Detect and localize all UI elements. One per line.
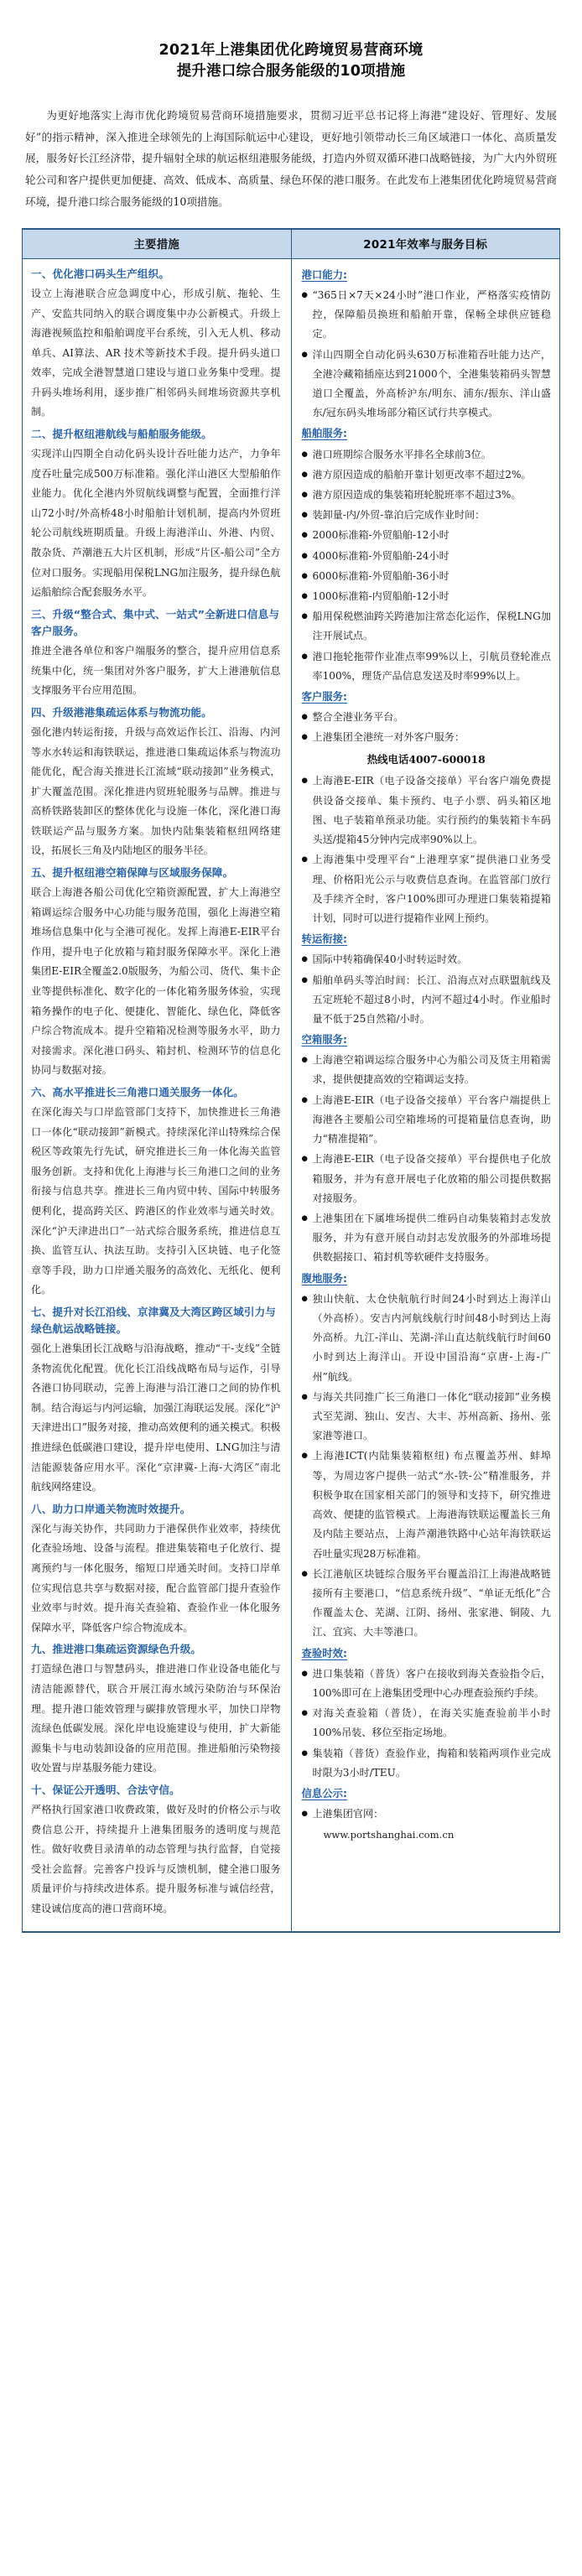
list-item: ● 长江港航区块链综合服务平台覆盖沿江上海港战略链接所有主要港口，“信息系统升级”、“单证无纸化”合作覆盖太仓、芜湖、江阴、扬州、张家港、铜陵、九江、宜宾、大丰等港口。 xyxy=(302,1565,552,1643)
list-item: ● 港口班期综合服务水平排名全球前3位。 xyxy=(302,445,552,465)
target-list xyxy=(302,708,552,747)
measure-item xyxy=(31,865,281,1081)
list-item: ● 上海港E-EIR（电子设备交接单）平台客户端免费提供设备交接单、集卡预约、电子小票、码头箱区地图、电子装箱单预录功能。实行预约的集装箱卡车码头送/提箱45分钟内完成率90%以上。 xyxy=(302,771,552,849)
target-list xyxy=(302,950,552,1029)
list-item: ● 港方原因造成的船舶开靠计划更改率不超过2%。 xyxy=(302,465,552,485)
list-item: ● 上海港E-EIR（电子设备交接单）平台提供电子化放箱服务，并为有意开展电子化放箱的船公司提供数据对接服务。 xyxy=(302,1150,552,1208)
measure-body: 深化与海关协作，共同助力于港保供作业效率，持续优化查验场地、设备与流程。推进集装箱电子化放行、提离预约与一体化服务，缩短口岸通关时间。支持口岸单位实现信息共享与数据对接，配合监管部门提升查验作业效率与时效。提升海关查验箱、查验作业一体化服务保障水平，降低客户综合物流成本。 xyxy=(31,1522,281,1633)
list-subitem: ● 6000标准箱-外贸船舶-36小时 xyxy=(302,567,552,586)
target-group xyxy=(302,1644,552,1783)
measure-item xyxy=(31,1304,281,1498)
list-item: ● 洋山四期全自动化码头630万标准箱吞吐能力达产，全港冷藏箱插座达到21000个，全港集装箱码头智慧道口全覆盖，外高桥沪东/明东、浦东/振东、洋山盛东/冠东码头堆场部分箱区试行共享模式。 xyxy=(302,345,552,423)
measures-cell xyxy=(23,258,292,1931)
measure-heading: 八、助力口岸通关物流时效提升。 xyxy=(31,1502,191,1515)
measure-heading: 十、保证公开透明、合法守信。 xyxy=(31,1783,180,1796)
measure-item xyxy=(31,1501,281,1639)
page-title xyxy=(22,40,560,83)
list-item: ● 进口集装箱（普货）客户在接收到海关查验指令后，100%即可在上港集团受理中心办理查验预约手续。 xyxy=(302,1665,552,1703)
target-group-heading: 查验时效: xyxy=(301,1646,348,1659)
target-group-heading: 腹地服务: xyxy=(301,1271,348,1285)
list-subitem: ● 4000标准箱-外贸船舶-24小时 xyxy=(302,547,552,566)
list-item: ● 与海关共同推广长三角港口一体化“联动接卸”业务模式至芜湖、独山、安吉、大丰、苏州高新、扬州、张家港等港口。 xyxy=(302,1388,552,1446)
list-item: ● 上海港E-EIR（电子设备交接单）平台客户端提供上海港各主要船公司空箱堆场的可提箱量信息查询，助力“精准提箱”。 xyxy=(302,1091,552,1150)
measure-body: 在深化海关与口岸监管部门支持下，加快推进长三角港口一体化“联动接卸”新模式。持续深化洋山特殊综合保税区等政策先行先试，研究推进长三角一体化海关监管服务创新。支持和优化上海港与长三角港口之间的业务衔接与信息共享。推进长三角内贸中转、国际中转服务便利化，提高跨关区、跨港区的作业效率与通关时效。深化“沪天津进出口”一站式综合服务系统，推进信息互换、监管互认、执法互助。支持引入区块链、电子化签章等手段，助力口岸通关服务的高效化、无纸化、便利化。 xyxy=(31,1106,281,1296)
target-group xyxy=(302,424,552,686)
target-group-heading: 船舶服务: xyxy=(301,427,348,440)
target-group xyxy=(302,266,552,423)
list-subitem: ● 2000标准箱-外贸船舶-12小时 xyxy=(302,526,552,545)
target-list xyxy=(302,1665,552,1783)
measure-body: 打造绿色港口与智慧码头，推进港口作业设备电能化与清洁能源替代，联合开展江海水域污染防治与环保治理。提升港口能效管理与碳排放管理水平，加快口岸物流绿色低碳发展。深化岸电设施建设与使用，扩大新能源集卡与电动装卸设备的应用范围。推进船舶污染物接收处置与岸基服务能力建设。 xyxy=(31,1663,281,1774)
list-item: ● 上海港ICT(内陆集装箱枢纽) 布点覆盖苏州、蚌埠等，为周边客户提供一站式“水-铁-公”精准服务，并积极争取在国家相关部门的领导和支持下，研究推进高效、便捷的监管模式。上海港海铁联运覆盖长三角及内陆主要站点，上海芦潮港铁路中心站年海铁联运吞吐量实现28万标准箱。 xyxy=(302,1446,552,1563)
table-body-row xyxy=(23,258,560,1931)
measure-body: 强化港内转运衔接，升级与高效运作长江、沿海、内河等水水转运和海铁联运，推进港口集疏运体系与物流功能优化，配合海关推进长江流域“联动接卸”业务模式，扩大覆盖范围。深化推进内贸班轮服务与品牌。推进与高桥铁路装卸区的整体优化与设施一体化，深化港口海铁联运产品与服务方案。加快内陆集装箱枢纽网络建设，拓展长三角及内陆地区的服务半径。 xyxy=(31,725,281,857)
list-item: ● 装卸量-内/外贸-靠泊后完成作业时间： xyxy=(302,506,552,525)
list-item: ● 对海关查验箱（普货），在海关实施查验前半小时100%吊装、移位至指定场地。 xyxy=(302,1704,552,1742)
column-header-targets: 2021年效率与服务目标 xyxy=(291,229,560,259)
list-item: ● 船舶单码头等泊时间：长江、沿海点对点联盟航线及五定班轮不超过8小时，内河不超过4小时。作业船时量不低于25自然箱/小时。 xyxy=(302,971,552,1030)
list-item: ● 船用保税燃油跨关跨港加注常态化运作，保税LNG加注开展试点。 xyxy=(302,607,552,646)
list-item: ● 上港集团官网： xyxy=(302,1805,552,1824)
measure-heading: 二、提升枢纽港航线与船舶服务能级。 xyxy=(31,428,212,440)
measures-table xyxy=(22,228,560,1933)
targets-cell xyxy=(291,258,560,1931)
target-group-heading: 空箱服务: xyxy=(301,1033,348,1046)
target-list xyxy=(302,1805,552,1824)
title-line-1: 2021年上港集团优化跨境贸易营商环境 xyxy=(158,42,424,59)
measure-body: 联合上海港各船公司优化空箱资源配置，扩大上海港空箱调运综合服务中心功能与服务范围，强化上海港空箱堆场信息集中化与全港可视化。发挥上海港E-EIR平台作用，提升电子化放箱与箱封服务保障水平。深化上港集团E-EIR全覆盖2.0版服务，为船公司、货代、集卡企业等提供标准化、数字化的一体化箱务服务体验，实现箱务操作的电子化、便捷化、智能化、绿色化，降低客户综合物流成本。提升空箱箱况检测等服务水平，助力对接需求。深化港口码头、箱封机、检测环节的信息化协同与数据对接。 xyxy=(31,886,281,1077)
measure-body: 强化上港集团长江战略与沿海战略，推动“干-支线”全链条物流优化配置。优化长江沿线战略布局与运作，引导各港口协同联动，完善上海港与沿江港口之间的协作机制。结合海运与内河运输，加强江海联运发展。深化“沪天津进出口”服务对接，推动高效便利的通关模式。积极推进绿色低碳港口建设，提升岸电使用、LNG加注与清洁能源装备应用水平。深化“京津冀-上海-大湾区”南北航线网络建设。 xyxy=(31,1343,281,1493)
measure-item xyxy=(31,1782,281,1919)
target-group xyxy=(302,1031,552,1267)
table-header-row xyxy=(23,229,560,259)
list-item: ● 上港集团在下属堆场提供二维码自动集装箱封志发放服务，并为有意开展自动封志发放服务的外部堆场提供数据接口、箱封机等软硬件支持服务。 xyxy=(302,1209,552,1268)
measure-heading: 六、高水平推进长三角港口通关服务一体化。 xyxy=(31,1085,244,1098)
target-group xyxy=(302,1270,552,1643)
list-item: ● 整合全港业务平台。 xyxy=(302,708,552,727)
list-item: ● 集装箱（普货）查验作业，掏箱和装箱两项作业完成时限为3小时/TEU。 xyxy=(302,1744,552,1783)
measure-heading: 一、优化港口码头生产组织。 xyxy=(31,267,170,280)
measure-item xyxy=(31,1641,281,1779)
list-item: ● 上海港空箱调运综合服务中心为船公司及货主用箱需求，提供便捷高效的空箱调运支持。 xyxy=(302,1051,552,1089)
intro-paragraph: 为更好地落实上海市优化跨境贸易营商环境措施要求，贯彻习近平总书记将上海港“建设好、管理好、发展好”的指示精神，深入推进全球领先的上海国际航运中心建设，更好地引领带动长三角区域港口一体化、高质量发展，服务好长江经济带，提升辐射全球的航运枢纽港服务能级，打造内外贸双循环港口战略链接，为广大内外贸班轮公司和客户提供更加便捷、高效、低成本、高质量、绿色环保的港口服务。在此发布上港集团优化跨境贸易营商环境，提升港口综合服务能级的10项措施。 xyxy=(25,108,557,208)
official-website-url[interactable]: www.portshanghai.com.cn xyxy=(323,1829,455,1841)
target-list xyxy=(302,1051,552,1267)
column-header-measures: 主要措施 xyxy=(23,229,292,259)
target-group xyxy=(302,688,552,928)
list-item: ● 港口拖轮拖带作业准点率99%以上，引航员登轮准点率100%，理货产品信息发送及时率99%以上。 xyxy=(302,647,552,686)
target-list xyxy=(302,445,552,687)
list-item: ● 上港集团全港统一对外客户服务： xyxy=(302,728,552,747)
measure-item xyxy=(31,426,281,603)
target-group-heading: 转运衔接: xyxy=(301,932,348,946)
target-list xyxy=(302,1290,552,1643)
title-line-2: 提升港口综合服务能级的10项措施 xyxy=(176,63,406,80)
measure-heading: 七、提升对长江沿线、京津冀及大湾区跨区域引力与绿色航运战略链接。 xyxy=(31,1305,276,1335)
measure-body: 设立上海港联合应急调度中心，形成引航、拖轮、生产、安监共同纳入的联合调度集中办公新模式。升级上海港视频监控和船舶调度平台系统，引入无人机、移动单兵、AI算法、AR 技术等新技术手段。提升码头道口效率，完成全港智慧道口建设与道口业务集中受理。提升码头堆场利用，逐步推广相邻码头间堆场资源共享机制。 xyxy=(31,287,281,418)
target-group-heading: 客户服务: xyxy=(301,690,348,704)
list-item: ● 独山快航、太仓快航航行时间24小时到达上海洋山（外高桥）。安吉内河航线航行时间48小时到达上海外高桥。九江-洋山、芜湖-洋山直达航线航行时间60小时到达上海洋山。开设中国沿海“京唐-上海-广州”航线。 xyxy=(302,1290,552,1387)
measure-item xyxy=(31,606,281,701)
measure-item xyxy=(31,266,281,423)
measure-heading: 九、推进港口集疏运资源绿色升级。 xyxy=(31,1643,202,1656)
measure-heading: 五、提升枢纽港空箱保障与区域服务保障。 xyxy=(31,865,234,879)
measure-body: 推进全港各单位和客户端服务的整合，提升应用信息系统集中化，统一集团对外客户服务，扩大上港港航信息支撑服务平台应用范围。 xyxy=(31,645,281,697)
target-list xyxy=(302,771,552,928)
target-list xyxy=(302,286,552,423)
list-subitem: ● 1000标准箱-内贸船舶-12小时 xyxy=(302,587,552,606)
list-item: ● “365日×7天×24小时”港口作业，严格落实疫情防控，保障船员换班和船舶开靠，保畅全球供应链稳定。 xyxy=(302,286,552,345)
list-item: ● 港方原因造成的集装箱班轮脱班率不超过3%。 xyxy=(302,486,552,505)
measure-heading: 四、升级港港集疏运体系与物流功能。 xyxy=(31,705,212,719)
list-item: ● 上海港集中受理平台“上港理享家”提供港口业务受理、价格阳光公示与收费信息查询。在监管部门放行及手续齐全时，客户100%即可办理进口集装箱提箱计划，同时可以进行提箱作业网上预约。 xyxy=(302,850,552,928)
list-item: ● 国际中转箱确保40小时转运时效。 xyxy=(302,950,552,969)
cell-bottom-spacer xyxy=(302,1846,552,1851)
target-group-heading: 信息公示: xyxy=(301,1787,348,1800)
target-group-heading: 港口能力: xyxy=(301,267,348,281)
measure-body: 实现洋山四期全自动化码头设计吞吐能力达产，力争年度吞吐量完成500万标准箱。强化洋山港区大型船舶作业能力。优化全港内外贸航线调整与配置，全面推行洋山72小时/外高桥48小时船舶计划机制，提高内外贸班轮公司航线班期质量。升级上海港洋山、外港、内贸、散杂货、芦潮港五大片区机制，形成“片区-船公司”全方位对口服务。实现船用保税LNG加注服务，提升绿色航运船舶综合配套服务水平。 xyxy=(31,448,281,599)
measure-heading: 三、升级“整合式、集中式、一站式”全新进口信息与客户服务。 xyxy=(31,607,280,637)
measure-item xyxy=(31,1084,281,1301)
target-group xyxy=(302,930,552,1029)
hotline-number: 热线电话4007-600018 xyxy=(366,752,486,766)
measure-item xyxy=(31,704,281,861)
target-group xyxy=(302,1784,552,1845)
measure-body: 严格执行国家港口收费政策，做好及时的价格公示与收费信息公开，持续提升上港集团服务的透明度与规范性。做好收费目录清单的动态管理与执行监督，自觉接受社会监督。完善客户投诉与反馈机制，健全港口服务质量评价与持续改进体系。提升服务标准与诚信经营，建设诚信度高的港口营商环境。 xyxy=(31,1804,281,1914)
